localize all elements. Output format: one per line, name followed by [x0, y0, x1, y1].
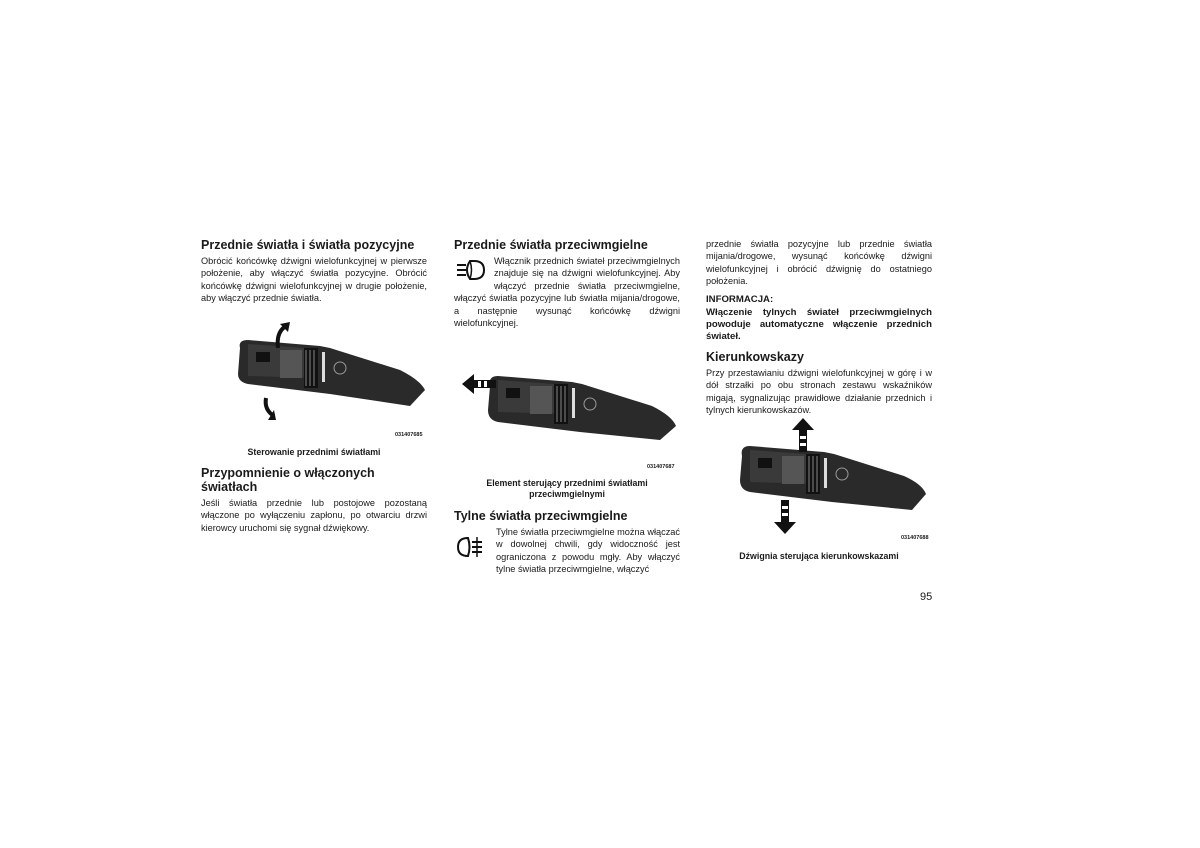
figure-turn-signal-control	[734, 418, 934, 536]
body-paragraph: Włącznik przednich świateł przeciwmgielnych znajduje się na dźwigni wielofunkcyjnej. Aby włączyć przednie światła przeciwmgielne, włączyć światła pozycyjne lub światła mijania/drogowe, a następnie wysunąć końcówkę dźwigni wielofunkcyjnej.	[454, 256, 680, 329]
column-left	[201, 238, 427, 305]
section-heading: Kierunkowskazy	[706, 349, 804, 364]
figure-code: 031407685	[395, 432, 423, 438]
rotate-up-arrow-icon	[274, 320, 294, 350]
figure-caption: Sterowanie przednimi światłami	[247, 447, 381, 457]
body-paragraph: przednie światła pozycyjne lub przednie światła mijania/drogowe, wysunąć końcówkę dźwigni wielofunkcyjnej i obrócić dźwignię do ostatniego położenia.	[706, 239, 932, 287]
figure-headlight-control	[230, 318, 430, 440]
body-paragraph: Obrócić końcówkę dźwigni wielofunkcyjnej w pierwsze położenie, aby włączyć światła pozycyjne. Obrócić końcówkę dźwigni wielofunkcyjnej w drugie położenie, aby włączyć przednie światła.	[201, 256, 427, 304]
column-right	[706, 238, 932, 416]
front-fog-light-icon	[454, 257, 488, 283]
section-heading: Przednie światła przeciwmgielne	[454, 238, 648, 252]
body-paragraph: Jeśli światła przednie lub postojowe pozostaną włączone po wyłączeniu zapłonu, po otwarciu drzwi kierowcy uruchomi się sygnał dźwiękowy.	[201, 498, 427, 533]
down-arrow-icon	[774, 500, 796, 534]
pull-out-arrow-icon	[462, 372, 498, 396]
up-arrow-icon	[792, 418, 814, 452]
figure-code: 031407687	[647, 464, 675, 470]
column-left-lower	[201, 466, 427, 534]
body-paragraph: Przy przestawianiu dźwigni wielofunkcyjnej w górę i w dół strzałki po obu stronach zestawu wskaźników migają, sygnalizując prawidłowe działanie przednich i tylnych kierunkowskazów.	[706, 367, 932, 416]
multifunction-lever-illustration	[734, 418, 934, 536]
figure-caption: Dźwignia sterująca kierunkowskazami	[739, 551, 899, 561]
note-heading: INFORMACJA:	[706, 293, 774, 305]
section-heading: Przypomnienie o włączonych światłach	[201, 466, 375, 494]
figure-front-fog-control	[462, 364, 682, 464]
column-middle-lower	[454, 509, 680, 576]
note-body: Włączenie tylnych świateł przeciwmgielnych powoduje automatyczne włączenie przednich świateł.	[706, 306, 932, 343]
section-heading: Tylne światła przeciwmgielne	[454, 509, 628, 523]
page-number: 95	[920, 591, 933, 603]
figure-caption: Element sterujący przednimi światłami przeciwmgielnymi	[486, 478, 648, 499]
rotate-down-arrow-icon	[258, 396, 282, 422]
figure-code: 031407688	[901, 535, 929, 541]
body-paragraph: Tylne światła przeciwmgielne można włączać w dowolnej chwili, gdy widoczność jest ograniczona z powodu mgły. Aby włączyć tylne światła przeciwmgielne, włączyć	[496, 527, 680, 575]
rear-fog-light-icon	[454, 534, 484, 562]
section-heading: Przednie światła i światła pozycyjne	[201, 238, 415, 252]
column-middle	[454, 238, 680, 329]
